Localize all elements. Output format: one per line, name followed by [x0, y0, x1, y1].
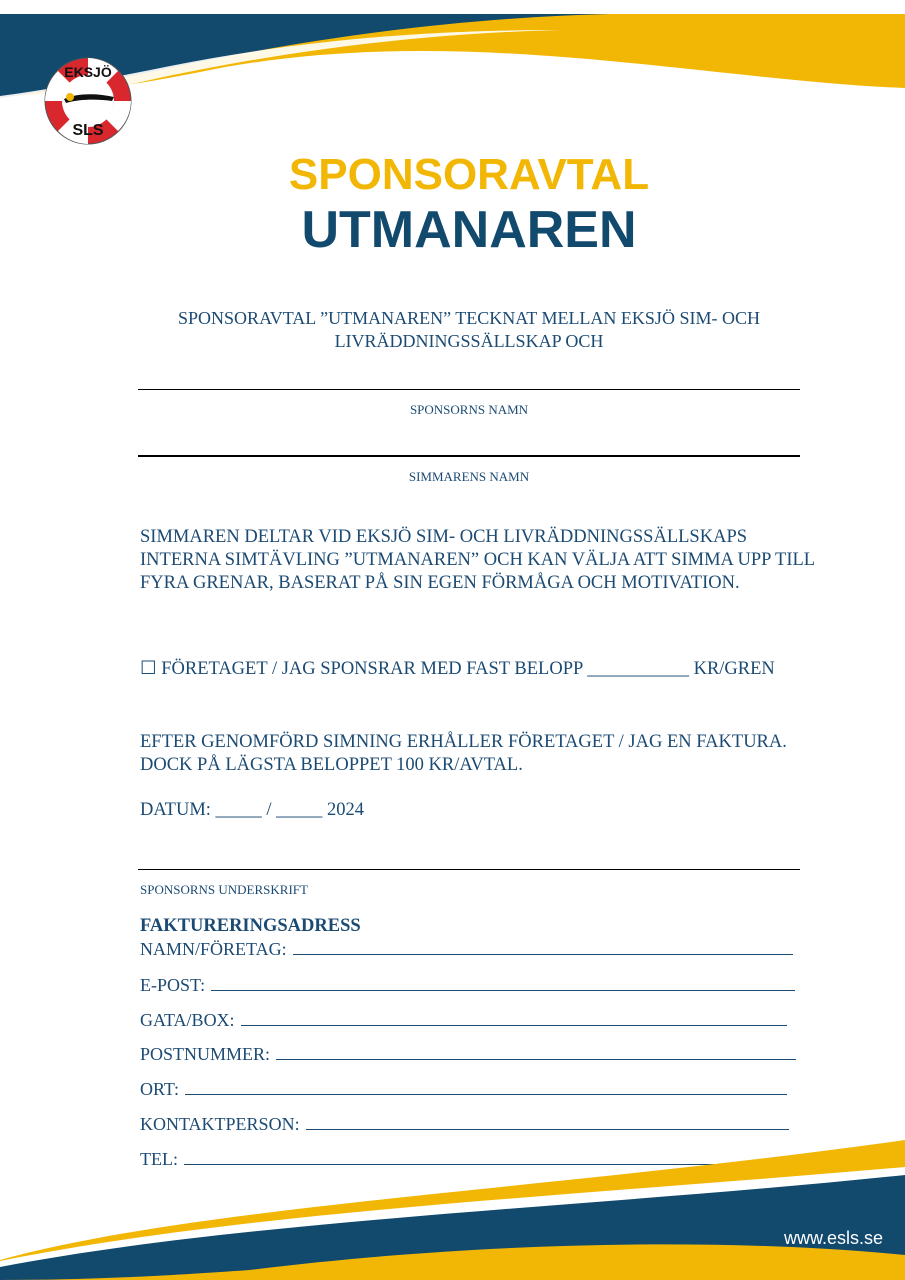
billing-field-label: E-POST:	[140, 975, 206, 995]
billing-field-label: TEL:	[140, 1149, 178, 1169]
billing-field-row	[140, 974, 800, 996]
fixed-amount-text: FÖRETAGET / JAG SPONSRAR MED FAST BELOPP	[161, 659, 583, 679]
club-logo	[42, 55, 134, 147]
billing-field-row	[140, 1078, 800, 1100]
billing-heading: FAKTURERINGSADRESS	[140, 916, 361, 936]
billing-field-label: NAMN/FÖRETAG:	[140, 939, 287, 959]
fixed-amount-unit: KR/GREN	[693, 659, 775, 679]
invoice-note: EFTER GENOMFÖRD SIMNING ERHÅLLER FÖRETAGET / JAG EN FAKTURA. DOCK PÅ LÄGSTA BELOPPET 100 KR/AVTAL.	[140, 732, 787, 775]
billing-field-row	[140, 938, 800, 960]
title-utmanaren: UTMANAREN	[301, 201, 637, 259]
billing-field-label: POSTNUMMER:	[140, 1044, 271, 1064]
billing-field-label: KONTAKTPERSON:	[140, 1114, 300, 1134]
billing-field-label: GATA/BOX:	[140, 1010, 235, 1030]
description-text: SIMMAREN DELTAR VID EKSJÖ SIM- OCH LIVRÄDDNINGSSÄLLSKAPS INTERNA SIMTÄVLING ”UTMANAREN” OCH KAN VÄLJA ATT SIMMA UPP TILL FYRA GRENAR, BASERAT PÅ SIN EGEN FÖRMÅGA OCH MOTIVATION.	[140, 527, 815, 593]
signature-label: SPONSORNS UNDERSKRIFT	[140, 882, 308, 897]
fixed-amount-checkbox[interactable]: ☐	[140, 659, 157, 679]
sponsor-name-line[interactable]	[138, 389, 800, 390]
title-sponsoravtal: SPONSORAVTAL	[288, 150, 650, 199]
billing-field-row	[140, 1009, 800, 1031]
logo-top-text: EKSJÖ	[64, 64, 112, 80]
date-line[interactable]: DATUM: _____ / _____ 2024	[140, 800, 365, 820]
sponsor-name-label: SPONSORNS NAMN	[409, 402, 529, 417]
billing-field-label: ORT:	[140, 1079, 180, 1099]
billing-field-input[interactable]	[276, 1043, 796, 1060]
billing-field-row	[140, 1043, 800, 1065]
billing-field-input[interactable]	[211, 974, 795, 991]
logo-bottom-text: SLS	[72, 122, 104, 139]
swimmer-name-line[interactable]	[138, 455, 800, 457]
intro-text: SPONSORAVTAL ”UTMANAREN” TECKNAT MELLAN EKSJÖ SIM- OCH LIVRÄDDNINGSSÄLLSKAP OCH	[178, 308, 760, 351]
billing-field-input[interactable]	[306, 1113, 789, 1130]
top-wave-decoration	[0, 0, 905, 110]
swimmer-name-label: SIMMARENS NAMN	[408, 469, 530, 484]
billing-field-input[interactable]	[185, 1078, 787, 1095]
billing-field-input[interactable]	[241, 1009, 787, 1026]
bottom-wave-decoration	[0, 1135, 905, 1280]
signature-line[interactable]	[138, 869, 800, 870]
billing-field-input[interactable]	[293, 938, 793, 955]
fixed-amount-row	[140, 658, 820, 681]
website-url[interactable]: www.esls.se	[783, 1228, 883, 1248]
fixed-amount-blank[interactable]: ___________	[587, 659, 689, 679]
billing-field-row	[140, 1113, 800, 1135]
